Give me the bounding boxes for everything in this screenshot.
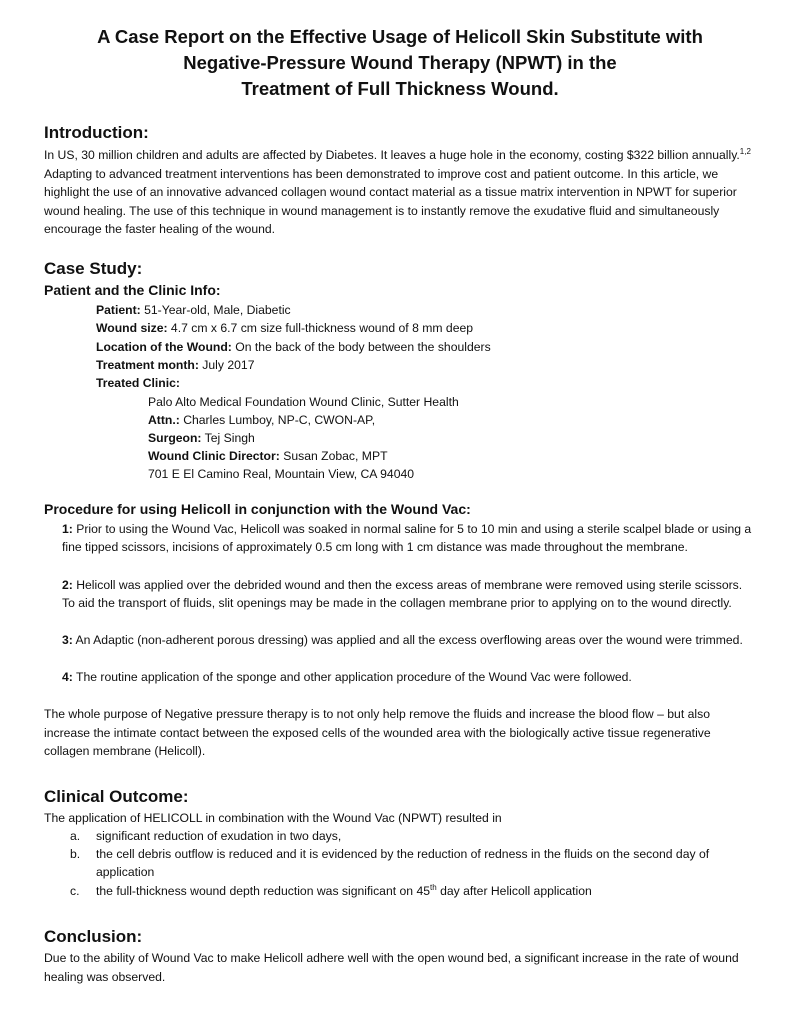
attn-value: Charles Lumboy, NP-C, CWON-AP, <box>179 413 376 427</box>
director-label: Wound Clinic Director: <box>148 449 280 463</box>
outcome-item-b <box>70 845 756 881</box>
introduction-text-a: In US, 30 million children and adults are affected by Diabetes. It leaves a huge hole in the economy, costing $322 billion annually. <box>44 148 740 162</box>
ordinal-suffix: th <box>430 882 437 892</box>
title-line-2: Negative-Pressure Wound Therapy (NPWT) in the <box>183 52 617 73</box>
clinical-outcome-heading: Clinical Outcome: <box>44 787 189 806</box>
list-marker: b. <box>70 847 81 861</box>
clinic-address: 701 E El Camino Real, Mountain View, CA 94040 <box>148 467 415 481</box>
list-marker: a. <box>70 829 81 843</box>
wound-size-row <box>96 319 473 337</box>
treated-clinic-label: Treated Clinic: <box>96 376 180 390</box>
list-marker: c. <box>70 884 80 898</box>
attn-row <box>148 411 375 429</box>
location-value: On the back of the body between the shoulders <box>231 340 491 354</box>
location-row <box>96 338 491 356</box>
outcome-item-a <box>70 827 756 845</box>
wound-size-value: 4.7 cm x 6.7 cm size full-thickness wound of 8 mm deep <box>167 321 474 335</box>
patient-clinic-subheading: Patient and the Clinic Info: <box>44 282 221 298</box>
conclusion-paragraph: Due to the ability of Wound Vac to make Helicoll adhere well with the open wound bed, a significant increase in the rate of wound healing was observed. <box>44 951 739 984</box>
outcome-text: significant reduction of exudation in two days, <box>96 829 342 843</box>
surgeon-label: Surgeon: <box>148 431 202 445</box>
title-line-3: Treatment of Full Thickness Wound. <box>241 78 559 99</box>
step-text: The routine application of the sponge and other application procedure of the Wound Vac were followed. <box>72 670 632 684</box>
introduction-heading: Introduction: <box>44 123 149 142</box>
step-text: Helicoll was applied over the debrided wound and then the excess areas of membrane were removed using sterile scissors. To aid the transport of fluids, slit openings may be made in the collagen membrane prior to applying on to the wound directly. <box>62 578 743 611</box>
title-line-1: A Case Report on the Effective Usage of Helicoll Skin Substitute with <box>97 26 703 47</box>
procedure-step-1 <box>62 520 752 556</box>
introduction-text-b: Adapting to advanced treatment interventions has been demonstrated to improve cost and patient outcome. In this article, we highlight the use of an innovative advanced collagen wound contact material as a tissue matrix intervention in NPWT for superior wound healing. The use of this technique in wound management is to instantly remove the exudative fluid and simultaneously encourage the faster healing of the wound. <box>44 166 737 236</box>
treatment-month-label: Treatment month: <box>96 358 199 372</box>
clinic-name: Palo Alto Medical Foundation Wound Clinic, Sutter Health <box>148 395 459 409</box>
step-text: An Adaptic (non-adherent porous dressing) was applied and all the excess overflowing areas over the wound were trimmed. <box>72 633 743 647</box>
step-number: 1: <box>62 522 73 536</box>
director-row <box>148 447 388 465</box>
step-number: 2: <box>62 578 73 592</box>
surgeon-value: Tej Singh <box>201 431 255 445</box>
outcome-text: the cell debris outflow is reduced and it is evidenced by the reduction of redness in the fluids on the second day of application <box>96 847 710 880</box>
conclusion-heading: Conclusion: <box>44 927 143 946</box>
surgeon-row <box>148 429 255 447</box>
treatment-month-row <box>96 356 254 374</box>
procedure-heading: Procedure for using Helicoll in conjunction with the Wound Vac: <box>44 501 471 517</box>
procedure-summary: The whole purpose of Negative pressure therapy is to not only help remove the fluids and increase the blood flow – but also increase the intimate contact between the exposed cells of the wounded area with the biologically active tissue regenerative collagen membrane (Helicoll). <box>44 707 711 758</box>
attn-label: Attn.: <box>148 413 180 427</box>
procedure-step-4 <box>62 668 752 686</box>
step-number: 3: <box>62 633 73 647</box>
step-text: Prior to using the Wound Vac, Helicoll was soaked in normal saline for 5 to 10 min and using a sterile scalpel blade or using a fine tipped scissors, incisions of approximately 0.5 cm long with 1 cm distance was made throughout the membrane. <box>62 522 752 555</box>
director-value: Susan Zobac, MPT <box>279 449 388 463</box>
outcome-text-a: the full-thickness wound depth reduction was significant on 45 <box>96 884 431 898</box>
patient-row <box>96 301 291 319</box>
procedure-step-3 <box>62 631 752 649</box>
case-study-heading: Case Study: <box>44 259 143 278</box>
document-title <box>40 24 760 102</box>
outcome-text-b: day after Helicoll application <box>436 884 592 898</box>
treatment-month-value: July 2017 <box>198 358 255 372</box>
patient-label: Patient: <box>96 303 141 317</box>
clinical-outcome-intro: The application of HELICOLL in combination with the Wound Vac (NPWT) resulted in <box>44 811 502 825</box>
patient-value: 51-Year-old, Male, Diabetic <box>140 303 291 317</box>
procedure-step-2 <box>62 576 752 612</box>
introduction-refs: 1,2 <box>739 146 751 156</box>
location-label: Location of the Wound: <box>96 340 232 354</box>
treated-clinic-row <box>96 374 180 392</box>
outcome-item-c <box>70 882 756 900</box>
step-number: 4: <box>62 670 73 684</box>
wound-size-label: Wound size: <box>96 321 168 335</box>
introduction-paragraph <box>44 146 756 239</box>
